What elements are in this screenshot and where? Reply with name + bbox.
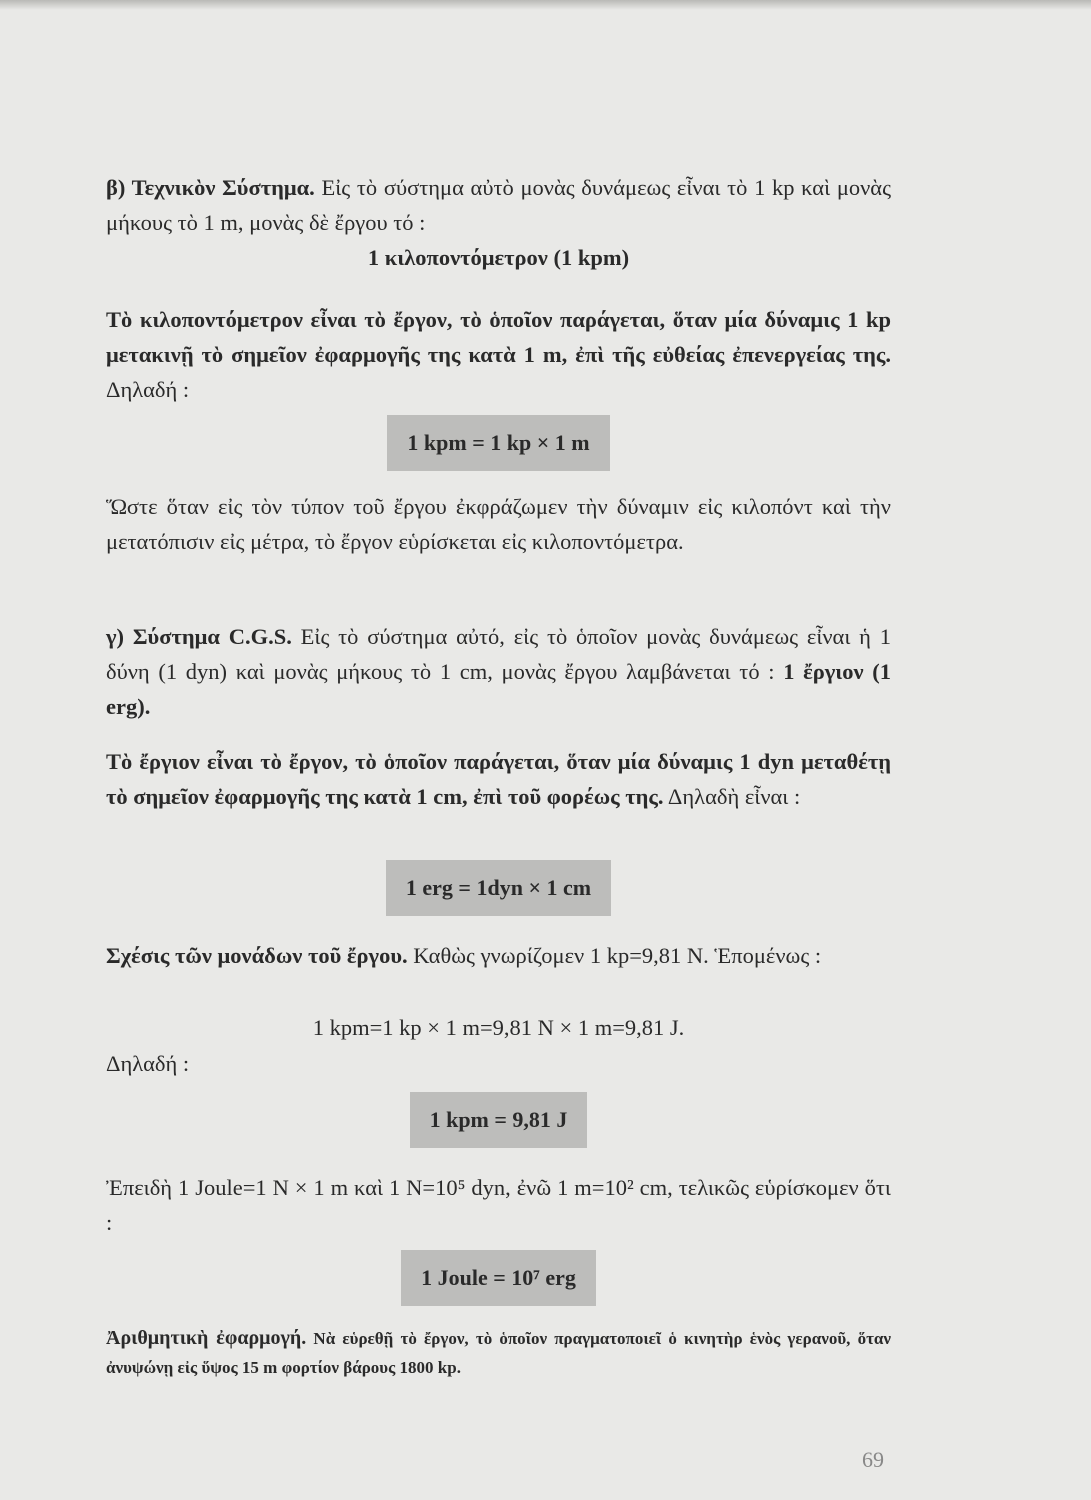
section-c-text: Εἰς τὸ σύστημα αὐτό, εἰς τὸ ὁποῖον μονὰς δυνάμεως εἶναι ἡ 1 δύνη (1 dyn) καὶ μονὰς μήκους τὸ 1 cm, μονὰς ἔργου λαμβάνεται τό : bbox=[106, 624, 891, 684]
application bbox=[106, 1324, 891, 1382]
formula-erg: 1 erg = 1dyn × 1 cm bbox=[386, 860, 611, 916]
formula-erg-box bbox=[106, 856, 891, 938]
formula-kpm: 1 kpm = 1 kp × 1 m bbox=[387, 415, 609, 471]
section-b-definition-text: Τὸ κιλοποντόμετρον εἶναι τὸ ἔργον, τὸ ὁποῖον παράγεται, ὅταν μία δύναμις 1 kp μετακινῇ τὸ σημεῖον ἐφαρμογῆς της κατὰ 1 m, ἐπὶ τῆς εὐθείας ἐπενεργείας της. bbox=[106, 307, 891, 367]
relations-equation: 1 kpm=1 kp × 1 m=9,81 N × 1 m=9,81 J. bbox=[312, 1015, 685, 1040]
formula-kpm-joule: 1 kpm = 9,81 J bbox=[410, 1092, 588, 1148]
formula-kpm-joule-box bbox=[106, 1090, 891, 1170]
formula-kpm-box bbox=[106, 407, 891, 489]
section-c-heading: γ) Σύστημα C.G.S. bbox=[106, 624, 292, 649]
formula-joule-erg-box bbox=[106, 1250, 891, 1324]
section-b-text: Εἰς τὸ σύστημα αὐτὸ μονὰς δυνάμεως εἶναι τὸ 1 kp καὶ μονὰς μήκους τὸ 1 m, μονὰς δὲ ἔργου τό : bbox=[106, 175, 892, 235]
section-b-definition bbox=[106, 302, 891, 407]
section-c-unit: 1 ἔργιον (1 erg). bbox=[106, 659, 892, 719]
section-c-intro bbox=[106, 619, 891, 744]
section-c-definition-tail: Δηλαδὴ εἶναι : bbox=[667, 784, 801, 809]
page-number: 69 bbox=[862, 1447, 884, 1472]
application-text: Νὰ εὑρεθῇ τὸ ἔργον, τὸ ὁποῖον πραγματοποιεῖ ὁ κινητὴρ ἑνὸς γερανοῦ, ὅταν ἀνυψώνῃ εἰς ὕψος 15 m φορτίον βάρους 1800 kp. bbox=[106, 1329, 891, 1377]
joule-text: Ἐπειδὴ 1 Joule=1 N × 1 m καὶ 1 N=10⁵ dyn, ἐνῶ 1 m=10² cm, τελικῶς εὑρίσκομεν ὅτι : bbox=[106, 1175, 891, 1235]
formula-joule-erg: 1 Joule = 10⁷ erg bbox=[401, 1250, 596, 1306]
relations-text: Καθὼς γνωρίζομεν 1 kp=9,81 N. Ἑπομένως : bbox=[413, 943, 822, 968]
section-b-unit: 1 κιλοποντόμετρον (1 kpm) bbox=[367, 245, 630, 270]
application-heading: Ἀριθμητικὴ ἐφαρμογή. bbox=[106, 1327, 307, 1349]
section-b-definition-tail: Δηλαδή : bbox=[106, 377, 190, 402]
section-b-heading: β) Τεχνικὸν Σύστημα. bbox=[106, 175, 315, 200]
relations-intro bbox=[106, 938, 891, 1010]
section-b-intro bbox=[106, 170, 891, 240]
relations-that-is: Δηλαδή : bbox=[106, 1051, 190, 1076]
section-c-definition-text: Τὸ ἔργιον εἶναι τὸ ἔργον, τὸ ὁποῖον παράγεται, ὅταν μία δύναμις 1 dyn μεταθέτῃ τὸ σημεῖον ἐφαρμογῆς της κατὰ 1 cm, ἐπὶ τοῦ φορέως της. bbox=[106, 749, 891, 809]
page-edge-shadow bbox=[0, 0, 1091, 10]
section-c-definition bbox=[106, 744, 891, 856]
section-b-consequence: Ὥστε ὅταν εἰς τὸν τύπον τοῦ ἔργου ἐκφράζωμεν τὴν δύναμιν εἰς κιλοπόντ καὶ τὴν μετατόπισιν εἰς μέτρα, τὸ ἔργον εὑρίσκεται εἰς κιλοποντόμετρα. bbox=[106, 494, 891, 554]
book-page bbox=[106, 170, 891, 1382]
relations-heading: Σχέσις τῶν μονάδων τοῦ ἔργου. bbox=[106, 943, 408, 968]
